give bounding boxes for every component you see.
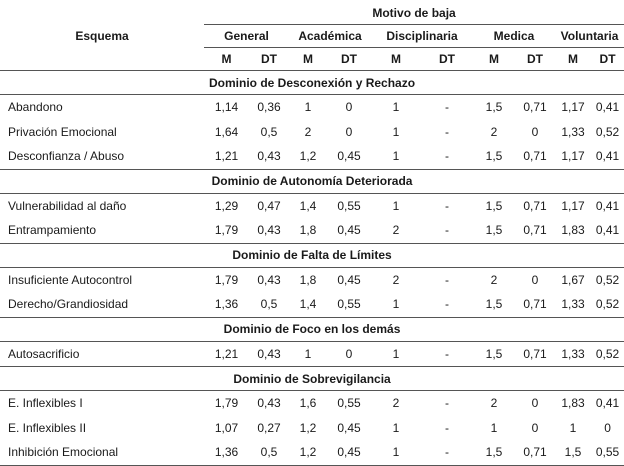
cell-mean: 1,83	[561, 396, 585, 411]
cell-sd: 0,45	[327, 440, 371, 465]
cell-mean: 1,4	[299, 297, 317, 312]
results-table	[0, 2, 624, 466]
domain-group-header	[0, 169, 624, 193]
cell-sd: 0,71	[523, 100, 547, 115]
cell-mean: 1,33	[561, 346, 585, 361]
cell-sd: 0,55	[337, 396, 361, 411]
stat-header-m: M	[204, 48, 249, 71]
cell-mean: 1	[490, 420, 498, 435]
cell-sd: -	[445, 396, 449, 411]
cell-sd: 0	[604, 420, 611, 435]
scheme-label: Insuficiente Autocontrol	[8, 272, 133, 287]
scheme-label: E. Inflexibles II	[8, 420, 87, 435]
cell-sd: 0,41	[595, 198, 620, 213]
cell-sd: 0	[531, 396, 539, 411]
cell-sd: 0,52	[595, 272, 620, 287]
cell-mean: 1,4	[299, 198, 317, 213]
scheme-label: Desconfianza / Abuso	[8, 149, 125, 164]
cell-mean: 1,5	[485, 346, 503, 361]
cell-sd: 0,43	[257, 346, 281, 361]
cell-mean: 1,17	[561, 149, 585, 164]
cell-sd: 0,45	[337, 420, 361, 435]
cell-sd: 0,41	[595, 100, 620, 115]
cell-sd: -	[445, 420, 449, 435]
cell-sd: 0,5	[249, 440, 289, 465]
table-row	[0, 391, 624, 416]
cell-sd: 0,55	[337, 198, 361, 213]
cell-mean: 1	[304, 346, 312, 361]
cell-mean: 1,17	[561, 100, 585, 115]
cell-sd: 0,45	[337, 149, 361, 164]
cell-mean: 1,5	[485, 223, 503, 238]
cell-mean: 1	[371, 440, 421, 465]
cell-sd: -	[445, 198, 449, 213]
column-group-header: Motivo de baja	[372, 6, 456, 20]
cell-sd: 0	[345, 124, 353, 139]
cell-sd: 0,47	[257, 198, 281, 213]
cell-sd: 0,55	[591, 440, 624, 465]
table-row	[0, 341, 624, 367]
cell-mean: 1	[392, 297, 400, 312]
cell-sd: 0,71	[523, 198, 547, 213]
category-header-general: General	[204, 25, 289, 48]
cell-sd: 0	[531, 124, 539, 139]
cell-mean: 1,79	[214, 396, 239, 411]
cell-sd: 0,43	[257, 272, 281, 287]
cell-mean: 1,5	[485, 297, 503, 312]
cell-sd: -	[445, 272, 449, 287]
domain-group-header	[0, 243, 624, 267]
cell-mean: 2	[392, 223, 400, 238]
domain-group-header	[0, 71, 624, 95]
cell-mean: 1,5	[485, 149, 503, 164]
cell-sd: 0,36	[257, 100, 281, 115]
domain-group-header	[0, 367, 624, 391]
cell-sd: -	[421, 440, 473, 465]
cell-sd: 0,55	[337, 297, 361, 312]
domain-title: Dominio de Autonomía Deteriorada	[0, 169, 624, 193]
category-header-medica: Medica	[473, 25, 555, 48]
cell-sd: 0	[531, 420, 539, 435]
table-row	[0, 193, 624, 218]
column-header-scheme: Esquema	[0, 2, 204, 71]
scheme-label: Derecho/Grandiosidad	[8, 297, 129, 312]
cell-mean: 2	[304, 124, 312, 139]
cell-mean: 1,33	[561, 297, 585, 312]
cell-sd: 0,52	[595, 124, 620, 139]
domain-title: Dominio de Foco en los demás	[0, 317, 624, 341]
cell-sd: 0,71	[523, 223, 547, 238]
cell-mean: 1,8	[299, 223, 317, 238]
cell-mean: 1,79	[214, 223, 239, 238]
cell-mean: 1,5	[485, 100, 503, 115]
cell-sd: 0,71	[523, 297, 547, 312]
cell-mean: 1	[304, 100, 312, 115]
cell-mean: 1	[392, 420, 400, 435]
cell-mean: 1,21	[214, 149, 239, 164]
cell-mean: 1,83	[561, 223, 585, 238]
cell-mean: 1,36	[204, 440, 249, 465]
cell-sd: 0,41	[595, 149, 620, 164]
scheme-label: Entrampamiento	[8, 223, 97, 238]
cell-sd: 0,43	[257, 223, 281, 238]
cell-mean: 1,5	[473, 440, 515, 465]
cell-mean: 1	[392, 149, 400, 164]
cell-mean: 1	[392, 346, 400, 361]
cell-sd: -	[445, 100, 449, 115]
table-row	[0, 440, 624, 465]
cell-mean: 1	[392, 100, 400, 115]
cell-sd: 0,71	[523, 149, 547, 164]
cell-mean: 1,33	[561, 124, 585, 139]
cell-sd: -	[445, 346, 449, 361]
table-row	[0, 218, 624, 243]
cell-sd: 0,27	[257, 420, 281, 435]
stat-header-dt: DT	[249, 48, 289, 71]
cell-mean: 1,64	[214, 124, 239, 139]
cell-sd: -	[445, 149, 449, 164]
stat-header-dt: DT	[327, 48, 371, 71]
scheme-label: Privación Emocional	[8, 124, 117, 139]
cell-sd: 0	[531, 272, 539, 287]
stat-header-m: M	[555, 48, 591, 71]
cell-sd: 0,52	[595, 297, 620, 312]
stat-header-dt: DT	[591, 48, 624, 71]
cell-mean: 1,29	[214, 198, 239, 213]
cell-mean: 1,14	[214, 100, 239, 115]
category-header-academica: Académica	[289, 25, 371, 48]
cell-sd: 0,52	[595, 346, 620, 361]
scheme-label: Abandono	[8, 100, 63, 115]
scheme-label: Vulnerabilidad al daño	[8, 198, 127, 213]
cell-mean: 1,79	[214, 272, 239, 287]
cell-sd: 0,43	[257, 396, 281, 411]
table-row	[0, 292, 624, 317]
cell-mean: 1	[392, 124, 400, 139]
stat-header-m: M	[473, 48, 515, 71]
cell-sd: 0,45	[337, 223, 361, 238]
cell-mean: 2	[490, 124, 498, 139]
cell-sd: 0,41	[595, 223, 620, 238]
domain-group-header	[0, 317, 624, 341]
domain-title: Dominio de Sobrevigilancia	[0, 367, 624, 391]
cell-sd: 0	[345, 346, 353, 361]
cell-mean: 1,21	[214, 346, 239, 361]
domain-title: Dominio de Desconexión y Rechazo	[0, 71, 624, 95]
stat-header-dt: DT	[515, 48, 555, 71]
table-row	[0, 416, 624, 441]
table-row	[0, 95, 624, 120]
cell-sd: -	[445, 297, 449, 312]
cell-mean: 1,07	[214, 420, 239, 435]
scheme-label: Autosacrificio	[8, 346, 80, 361]
cell-sd: 0,43	[257, 149, 281, 164]
cell-mean: 1,2	[289, 440, 327, 465]
cell-sd: 0,45	[337, 272, 361, 287]
cell-sd: 0,5	[260, 124, 278, 139]
table-row	[0, 267, 624, 292]
stat-header-m: M	[371, 48, 421, 71]
stat-header-dt: DT	[421, 48, 473, 71]
stat-header-m: M	[289, 48, 327, 71]
cell-sd: 0,5	[260, 297, 278, 312]
cell-mean: 1,5	[485, 198, 503, 213]
cell-mean: 1,17	[561, 198, 585, 213]
scheme-label: E. Inflexibles I	[8, 396, 83, 411]
cell-sd: -	[445, 223, 449, 238]
cell-mean: 2	[392, 272, 400, 287]
cell-mean: 1,67	[561, 272, 585, 287]
cell-mean: 1,8	[299, 272, 317, 287]
category-header-voluntaria: Voluntaria	[555, 25, 624, 48]
domain-title: Dominio de Falta de Límites	[0, 243, 624, 267]
cell-mean: 1,2	[299, 420, 317, 435]
cell-sd: -	[445, 124, 449, 139]
cell-mean: 1,2	[299, 149, 317, 164]
table-row	[0, 120, 624, 145]
cell-sd: 0,71	[523, 346, 547, 361]
cell-mean: 1	[569, 420, 577, 435]
cell-mean: 1	[392, 198, 400, 213]
table-row	[0, 144, 624, 169]
cell-sd: 0,41	[595, 396, 620, 411]
cell-mean: 1,6	[299, 396, 317, 411]
cell-mean: 1,36	[214, 297, 239, 312]
category-header-disciplinaria: Disciplinaria	[371, 25, 473, 48]
cell-mean: 2	[490, 272, 498, 287]
scheme-label: Inhibición Emocional	[0, 440, 204, 465]
cell-sd: 0,71	[515, 440, 555, 465]
cell-mean: 1,5	[555, 440, 591, 465]
cell-mean: 2	[392, 396, 400, 411]
cell-mean: 2	[490, 396, 498, 411]
cell-sd: 0	[345, 100, 353, 115]
